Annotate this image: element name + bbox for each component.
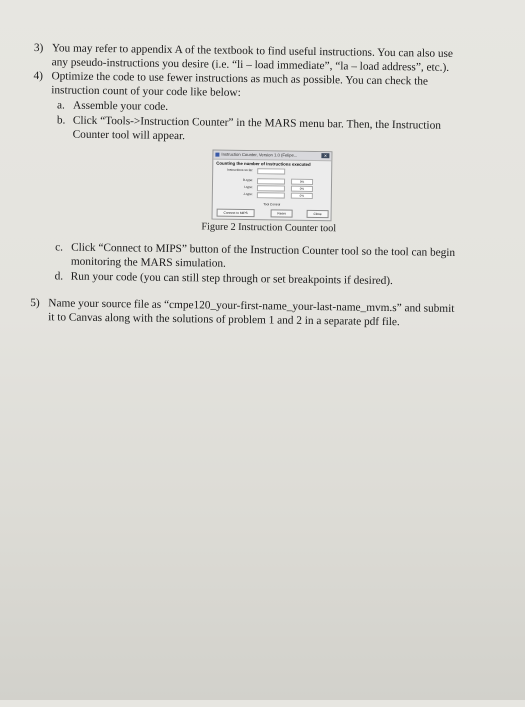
app-icon (215, 152, 219, 156)
subitem-label: a. (57, 99, 66, 112)
item-number: 5) (30, 297, 40, 310)
count-field (257, 168, 285, 174)
close-icon: ✕ (321, 153, 329, 158)
item4-line1: Optimize the code to use fewer instructions as much as possible. You can check the (51, 70, 429, 88)
item4-line2: instruction count of your code like below: (51, 84, 241, 99)
row-label: R-type: (242, 177, 254, 183)
item4c-line2: monitoring the MARS simulation. (70, 255, 227, 270)
row-label: J-type: (243, 191, 253, 197)
item4a-text: Assemble your code. (73, 99, 169, 113)
item4c-line1: Click “Connect to MIPS” button of the Instruction Counter tool so the tool can begin (71, 241, 456, 259)
percent-field: 0% (291, 193, 313, 199)
item5-line2: it to Canvas along with the solutions of problem 1 and 2 in a separate pdf file. (48, 311, 400, 329)
instruction-counter-figure (212, 150, 333, 222)
row-label: Instructions so far: (227, 167, 254, 173)
item5-line1: Name your source file as “cmpe120_your-first-name_your-last-name_mvm.s” and submit (48, 297, 455, 315)
item4b-line2: Counter tool will appear. (72, 128, 186, 143)
item3-line2: any pseudo-instructions you desire (i.e. “li – load immediate”, “la – load address”, etc.). (51, 56, 450, 74)
connect-to-mips-button[interactable]: Connect to MIPS (217, 209, 255, 218)
item3-line1: You may refer to appendix A of the textbook to find useful instructions. You can also use (51, 42, 454, 60)
percent-field: 0% (291, 186, 313, 192)
percent-field: 0% (291, 179, 313, 185)
figure-caption: Figure 2 Instruction Counter tool (201, 221, 337, 235)
item-number: 3) (33, 42, 44, 55)
subitem-label: c. (55, 241, 64, 254)
count-field (257, 192, 285, 198)
tool-title-bar (213, 151, 331, 162)
tool-heading: Counting the number of instructions executed (216, 160, 311, 167)
subitem-label: b. (56, 114, 66, 127)
close-button[interactable]: Close (307, 210, 329, 218)
counter-row (213, 191, 331, 199)
row-label: I-type: (244, 185, 253, 190)
reset-button[interactable]: Reset (271, 209, 293, 217)
counter-row (213, 167, 331, 175)
subitem-label: d. (54, 270, 64, 283)
item4b-line1: Click “Tools->Instruction Counter” in the MARS menu bar. Then, the Instruction (72, 114, 442, 132)
item-number: 4) (33, 70, 44, 83)
tool-control-label: Tool Control (263, 202, 281, 207)
item4d-text: Run your code (you can still step through or set breakpoints if desired). (70, 270, 393, 288)
tool-title: Instruction Counter, Version 1.0 (Felipe... (221, 151, 298, 158)
